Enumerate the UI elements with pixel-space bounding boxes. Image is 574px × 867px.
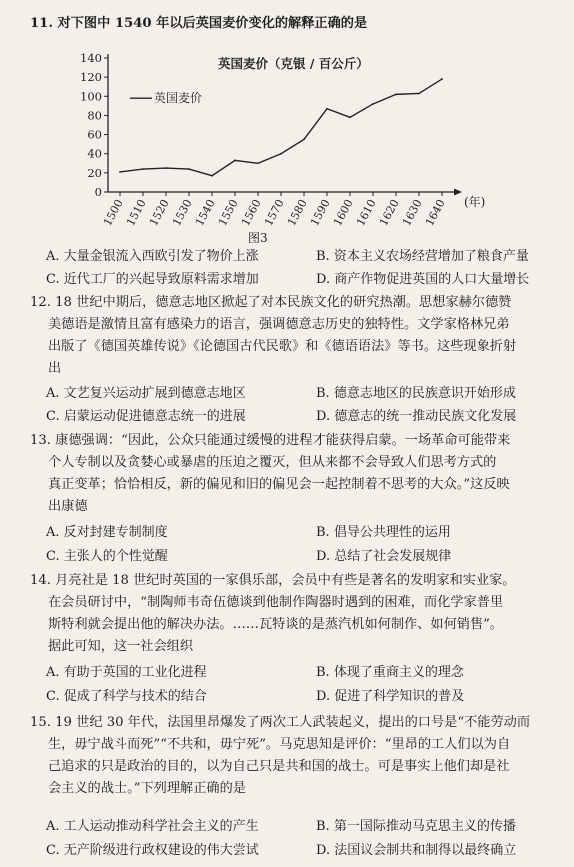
data-point (188, 168, 190, 170)
y-tick-label: 80 (87, 108, 102, 123)
data-point (303, 138, 305, 140)
y-tick-label: 0 (94, 185, 102, 199)
x-tick-label: 1590 (308, 197, 333, 229)
y-tick-label: 140 (80, 51, 102, 65)
x-tick-label: 1570 (262, 197, 287, 229)
x-tick-label: 1580 (285, 197, 310, 229)
x-tick-label: 1640 (423, 197, 448, 229)
data-point (395, 93, 397, 95)
q11-option-c[interactable]: C. 近代工厂的兴起导致原料需求增加 (46, 272, 259, 287)
x-tick-label: 1530 (170, 197, 195, 229)
chart-title: 英国麦价（克银 / 百公斤） (218, 56, 369, 71)
q13-stem-line: 真正变革；恰恰相反，新的偏见和旧的偏见会一起控制着不思考的大众。”这反映 (48, 477, 510, 492)
y-tick-label: 100 (80, 89, 102, 104)
q14-option-c[interactable]: C. 促成了科学与技术的结合 (46, 689, 207, 704)
x-tick-label: 1620 (377, 197, 402, 229)
q13-option-c[interactable]: C. 主张人的个性觉醒 (46, 549, 168, 564)
data-point (142, 168, 144, 170)
q14-option-a[interactable]: A. 有助于英国的工业化进程 (46, 665, 207, 680)
q13-stem-line: 个人专制以及贪婪心或暴虐的压迫之覆灭，但从来都不会导致人们思考方式的 (48, 455, 497, 470)
x-tick-label: 1520 (147, 197, 172, 229)
x-tick-label: 1500 (101, 197, 126, 229)
q12-option-a[interactable]: A. 文艺复兴运动扩展到德意志地区 (46, 386, 246, 401)
q12-stem-line: 12. 18 世纪中期后，德意志地区掀起了对本民族文化的研究热潮。思想家赫尔德赞 (30, 295, 512, 310)
q11-option-b[interactable]: B. 资本主义农场经营增加了粮食产量 (316, 249, 529, 264)
q12-stem-line: 出版了《德国英雄传说》《论德国古代民歌》和《德语语法》等书。这些现象折射 (48, 339, 517, 354)
x-tick-label: 1540 (193, 197, 218, 229)
q14-stem-line: 斯特利就会提出他的解决办法。……瓦特谈的是蒸汽机如何制作、如何销售”。 (48, 617, 504, 632)
data-point (257, 162, 259, 164)
q13-stem-line: 13. 康德强调：“因此，公众只能通过缓慢的进程才能获得启蒙。一场革命可能带来 (30, 433, 511, 448)
q15-stem-line: 会主义的战士。”下列理解正确的是 (48, 781, 246, 796)
x-tick-label: 1560 (239, 197, 264, 229)
q11-stem (30, 13, 550, 35)
q15-stem-line: 15. 19 世纪 30 年代，法国里昂爆发了两次工人武装起义，提出的口号是“不能劳动而 (30, 715, 531, 730)
wheat-price-chart-svg (78, 48, 498, 230)
data-point (211, 175, 213, 177)
y-tick-label: 20 (87, 165, 102, 180)
data-point (280, 153, 282, 155)
q12-stem (30, 292, 550, 380)
y-tick-label: 120 (80, 70, 102, 85)
x-axis-arrow (454, 189, 462, 196)
q12-option-b[interactable]: B. 德意志地区的民族意识开始形成 (316, 386, 516, 401)
q12-option-d[interactable]: D. 德意志的统一推动民族文化发展 (316, 409, 517, 424)
data-point (234, 160, 236, 162)
q15-stem-line: 己追求的只是政治的目的，以为自己只是共和国的战士。可是事实上他们却是社 (48, 759, 510, 774)
x-tick-label: 1510 (124, 197, 149, 229)
q13-stem-line: 出康德 (48, 499, 88, 514)
data-point (165, 167, 167, 169)
data-point (349, 116, 351, 118)
q15-option-a[interactable]: A. 工人运动推动科学社会主义的产生 (46, 819, 259, 834)
q13-option-a[interactable]: A. 反对封建专制制度 (46, 525, 168, 540)
y-tick-label: 40 (87, 146, 102, 161)
data-point (326, 108, 328, 110)
data-point (441, 78, 443, 80)
x-tick-label: 1610 (354, 197, 379, 229)
x-tick-label: 1550 (216, 197, 241, 229)
q11-stem-text: 11. 对下图中 1540 年以后英国麦价变化的解释正确的是 (30, 16, 368, 31)
q14-stem-line: 在会员研讨中，“制陶师韦奇伍德谈到他制作陶器时遇到的困难，而化学家普里 (48, 595, 504, 610)
q14-stem-line: 据此可知，这一社会组织 (48, 639, 194, 654)
x-tick-label: 1600 (331, 197, 356, 229)
q12-stem-line: 出 (48, 361, 62, 376)
data-point (372, 103, 374, 105)
data-point (119, 171, 121, 173)
q15-option-c[interactable]: C. 无产阶级进行政权建设的伟大尝试 (46, 843, 259, 858)
q13-stem (30, 430, 550, 518)
q15-option-d[interactable]: D. 法国议会制共和制得以最终确立 (316, 843, 517, 858)
figure-label: 图3 (248, 231, 268, 245)
q14-option-b[interactable]: B. 体现了重商主义的理念 (316, 665, 464, 680)
q13-option-d[interactable]: D. 总结了社会发展规律 (316, 549, 452, 564)
q14-stem-line: 14. 月亮社是 18 世纪时英国的一家俱乐部，会员中有些是著名的发明家和实业家。 (30, 573, 516, 588)
x-axis-label: (年) (464, 195, 486, 209)
x-tick-label: 1630 (400, 197, 425, 229)
q12-stem-line: 美德语是激情且富有感染力的语言，强调德意志历史的独特性。文学家格林兄弟 (48, 317, 510, 332)
q15-stem (30, 712, 550, 800)
legend-label: 英国麦价 (154, 91, 203, 106)
data-point (418, 93, 420, 95)
q15-stem-line: 生，毋宁战斗而死”“不共和，毋宁死”。马克思知是评价：“里昂的工人们以为自 (48, 737, 511, 752)
wheat-price-chart (78, 48, 498, 230)
y-tick-label: 60 (87, 127, 102, 142)
q15-option-b[interactable]: B. 第一国际推动马克思主义的传播 (316, 819, 516, 834)
q14-option-d[interactable]: D. 促进了科学知识的普及 (316, 689, 465, 704)
q13-option-b[interactable]: B. 倡导公共理性的运用 (316, 525, 451, 540)
q14-stem (30, 570, 550, 658)
q11-option-a[interactable]: A. 大量金银流入西欧引发了物价上涨 (46, 249, 259, 264)
q11-option-d[interactable]: D. 商产作物促进英国的人口大量增长 (316, 272, 530, 287)
q12-option-c[interactable]: C. 启蒙运动促进德意志统一的进展 (46, 409, 246, 424)
